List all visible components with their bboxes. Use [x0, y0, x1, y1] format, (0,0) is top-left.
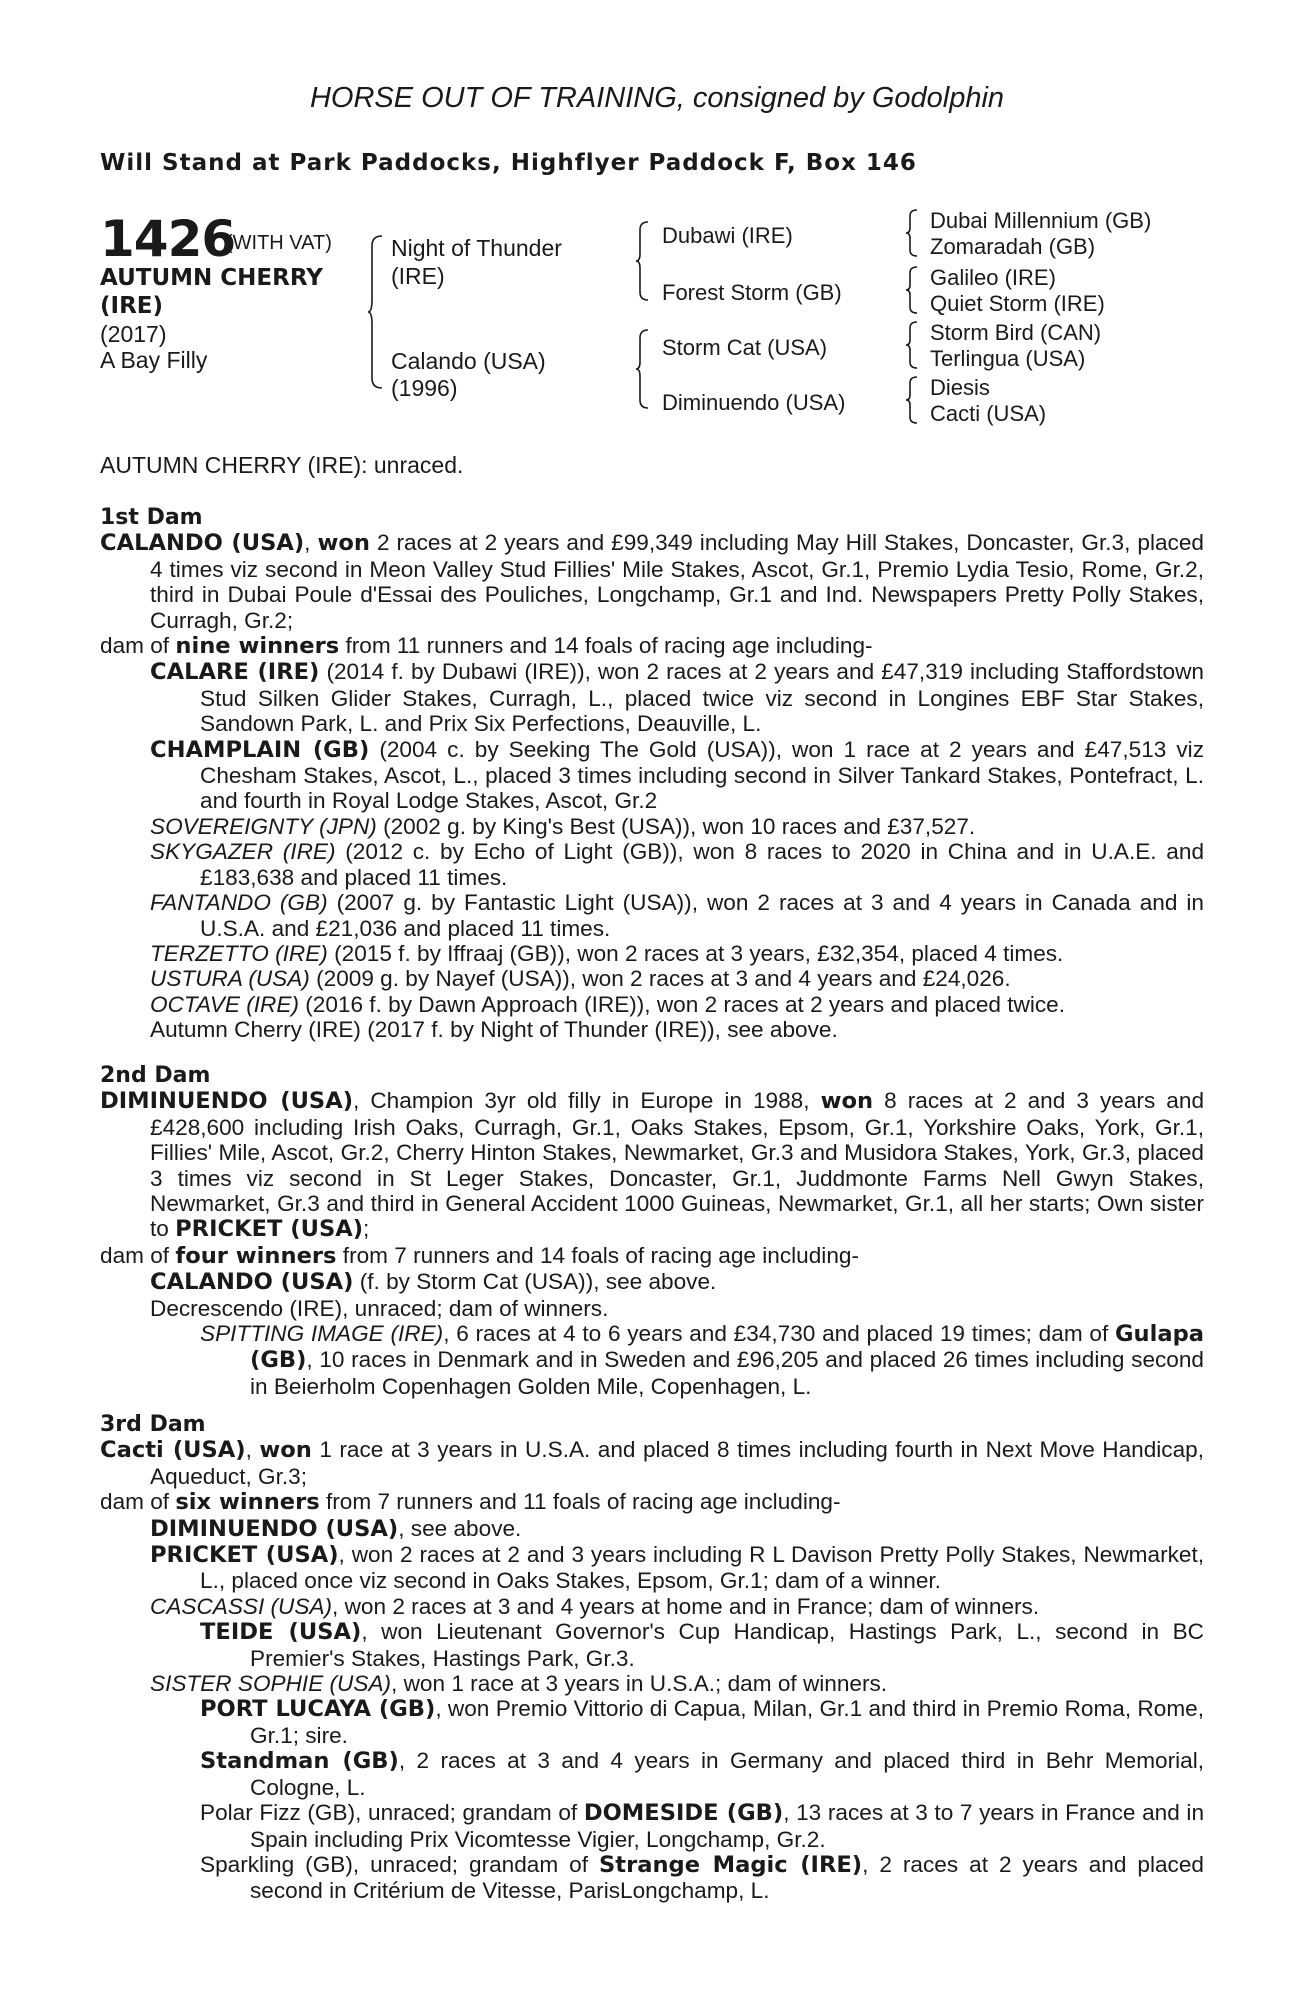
pedigree-ddd: Cacti (USA)	[930, 401, 1047, 426]
produce-summary-a: dam of	[100, 1242, 176, 1268]
produce-entry	[100, 1017, 1204, 1042]
produce-text: Decrescendo (IRE), unraced; dam of winners.	[150, 1295, 609, 1321]
produce-summary	[100, 1489, 1204, 1515]
section-heading: 2nd Dam	[100, 1063, 211, 1088]
produce-text: (2016 f. by Dawn Approach (IRE)), won 2 races at 2 years and placed twice.	[298, 991, 1066, 1017]
produce-text: , won 1 race at 3 years in U.S.A.; dam of winners.	[391, 1671, 888, 1697]
produce-text: Sparkling (GB), unraced; grandam of	[200, 1851, 599, 1877]
produce-text: Polar Fizz (GB), unraced; grandam of	[200, 1800, 584, 1826]
produce-summary-c: from 7 runners and 14 foals of racing age including-	[336, 1242, 859, 1268]
sire-dam: Forest Storm (GB)	[662, 280, 842, 305]
section-heading: 1st Dam	[100, 505, 203, 530]
sire-name: Night of Thunder	[391, 235, 562, 261]
horse-name: AUTUMN CHERRY	[100, 265, 323, 291]
produce-entry	[100, 1516, 1204, 1542]
produce-name: CASCASSI (USA)	[150, 1593, 333, 1619]
produce-entry	[100, 1296, 1204, 1321]
produce-text: , 2 races at 2 years and placed second in Critérium de Vitesse, ParisLongchamp, L.	[250, 1851, 1204, 1904]
produce-name: SPITTING IMAGE (IRE)	[200, 1321, 444, 1347]
produce-text: , see above.	[398, 1515, 522, 1541]
dam-year: (1996)	[391, 375, 458, 401]
grand-produce-entry	[100, 1321, 1204, 1399]
produce-name: Gulapa (GB)	[250, 1321, 1205, 1374]
winners-count: four winners	[175, 1242, 337, 1269]
race-record: AUTUMN CHERRY (IRE): unraced.	[100, 452, 464, 478]
produce-entry	[100, 992, 1204, 1017]
produce-summary	[100, 1243, 1204, 1269]
produce-text: , won 2 races at 3 and 4 years at home and in France; dam of winners.	[332, 1593, 1040, 1619]
produce-name: SKYGAZER (IRE)	[150, 839, 336, 865]
stand-location: Will Stand at Park Paddocks, Highflyer Paddock F, Box 146	[100, 150, 917, 176]
lot-number: 1426	[100, 210, 236, 268]
produce-name: PORT LUCAYA (GB)	[200, 1696, 436, 1723]
pedigree-dss: Storm Bird (CAN)	[930, 320, 1102, 345]
dam-name: DIMINUENDO (USA)	[100, 1088, 354, 1115]
second-dam-section	[100, 1063, 1204, 1399]
produce-text: (2007 g. by Fantastic Light (USA)), won 2 races at 3 and 4 years in Canada and in U.S.A. and £21,036 and placed 11 times.	[200, 890, 1204, 941]
produce-text: (2004 c. by Seeking The Gold (USA)), won 1 race at 2 years and £47,513 viz Chesham Stakes, Ascot, L., placed 3 times including second in Silver Tankard Stakes, Pontefract, L. and fourth in Royal Lodge Stakes, Ascot, Gr.2	[200, 736, 1204, 814]
pedigree-ssd: Zomaradah (GB)	[930, 234, 1096, 259]
won-word: won	[259, 1437, 312, 1464]
pedigree-brace-dam	[636, 328, 652, 410]
produce-text: , 6 races at 4 to 6 years and £34,730 and placed 19 times; dam of	[443, 1321, 1115, 1347]
produce-text: , won Lieutenant Governor's Cup Handicap, Hastings Park, L., second in BC Premier's Stakes, Hastings Park, Gr.3.	[250, 1619, 1204, 1671]
pedigree-dds: Diesis	[930, 375, 990, 400]
grand-produce-entry	[100, 1748, 1204, 1800]
horse-name-suffix: (IRE)	[100, 293, 164, 319]
produce-entry	[100, 1671, 1204, 1696]
produce-name: TEIDE (USA)	[200, 1619, 362, 1646]
pedigree-brace-sire	[636, 220, 652, 302]
produce-name: CALANDO (USA)	[150, 1269, 354, 1296]
horse-description: A Bay Filly	[100, 347, 208, 373]
won-word: won	[820, 1088, 874, 1115]
foaling-year: (2017)	[100, 321, 167, 347]
produce-name: USTURA (USA)	[150, 966, 310, 992]
dam-name: CALANDO (USA)	[100, 530, 305, 557]
produce-entry	[100, 1594, 1204, 1619]
dam-record: Cacti (USA), won 1 race at 3 years in U.S.A. and placed 8 times including fourth in Next Move Handicap, Aqueduct, Gr.3;	[100, 1437, 1204, 1489]
produce-summary-a: dam of	[100, 1489, 176, 1515]
produce-entry	[100, 737, 1204, 814]
produce-text: Autumn Cherry (IRE) (2017 f. by Night of Thunder (IRE)), see above.	[150, 1017, 838, 1043]
dam-dam: Diminuendo (USA)	[662, 390, 846, 415]
produce-name: OCTAVE (IRE)	[150, 991, 299, 1017]
sire-sire: Dubawi (IRE)	[662, 223, 793, 248]
dam-record	[100, 1088, 1204, 1242]
produce-name: TERZETTO (IRE)	[150, 940, 328, 966]
produce-entry	[100, 890, 1204, 941]
dam-record-text: , Champion 3yr old filly in Europe in 1988,	[353, 1088, 821, 1114]
pedigree-brace-gen3-a	[906, 208, 920, 258]
grand-produce-entry	[100, 1852, 1204, 1904]
grand-produce-entry	[100, 1696, 1204, 1748]
produce-name: FANTANDO (GB)	[150, 890, 328, 916]
dam-record-text: 1 race at 3 years in U.S.A. and placed 8 times including fourth in Next Move Handicap, Aqueduct, Gr.3;	[150, 1437, 1204, 1489]
pedigree-sss: Dubai Millennium (GB)	[930, 208, 1152, 233]
won-word: won	[317, 530, 370, 557]
produce-name: SISTER SOPHIE (USA)	[150, 1671, 392, 1697]
grand-produce-entry	[100, 1800, 1204, 1852]
grand-produce-entry	[100, 1619, 1204, 1671]
pedigree-brace-gen3-b	[906, 265, 920, 315]
section-heading: 3rd Dam	[100, 1412, 206, 1437]
produce-summary-c: from 7 runners and 11 foals of racing age including-	[319, 1489, 841, 1515]
sire-suffix: (IRE)	[391, 263, 445, 289]
winners-count: nine winners	[175, 633, 340, 660]
dam-record: CALANDO (USA), won 2 races at 2 years and £99,349 including May Hill Stakes, Doncaster, Gr.3, placed 4 times viz second in Meon Valley Stud Fillies' Mile Stakes, Ascot, Gr.1, Premio Lydia Tesio, Rome, Gr.2, third in Dubai Poule d'Essai des Pouliches, Longchamp, Gr.1 and Ind. Newspapers Pretty Polly Stakes, Curragh, Gr.2;	[100, 530, 1204, 633]
pedigree-brace-gen3-c	[906, 320, 920, 370]
produce-summary-c: from 11 runners and 14 foals of racing age including-	[339, 633, 873, 659]
produce-text: , won Premio Vittorio di Capua, Milan, Gr.1 and third in Premio Roma, Rome, Gr.1; sire.	[250, 1696, 1204, 1748]
produce-text: , won 2 races at 2 and 3 years including R L Davison Pretty Polly Stakes, Newmarket, L., placed once viz second in Oaks Stakes, Epsom, Gr.1; dam of a winner.	[200, 1542, 1205, 1594]
dam-record-text: ;	[363, 1216, 370, 1242]
produce-entry	[100, 1269, 1204, 1295]
produce-name: Strange Magic (IRE)	[599, 1851, 863, 1878]
produce-summary-a: dam of	[100, 633, 176, 659]
page-title: HORSE OUT OF TRAINING, consigned by Godolphin	[309, 82, 1005, 114]
produce-entry	[100, 966, 1204, 991]
produce-entry	[100, 941, 1204, 966]
dam-name: Cacti (USA)	[100, 1437, 246, 1464]
produce-name: SOVEREIGNTY (JPN)	[150, 813, 377, 839]
dam-sire: Storm Cat (USA)	[662, 335, 828, 360]
dam-record-text: 2 races at 2 years and £99,349 including May Hill Stakes, Doncaster, Gr.3, placed 4 times viz second in Meon Valley Stud Fillies' Mile Stakes, Ascot, Gr.1, Premio Lydia Tesio, Rome, Gr.2, third in Dubai Poule d'Essai des Pouliches, Longchamp, Gr.1 and Ind. Newspapers Pretty Polly Stakes, Curragh, Gr.2;	[150, 530, 1204, 633]
produce-name: CHAMPLAIN (GB)	[150, 736, 370, 763]
produce-entry	[100, 659, 1204, 736]
produce-name: CALARE (IRE)	[150, 659, 320, 686]
pedigree-sdd: Quiet Storm (IRE)	[930, 291, 1105, 316]
produce-text: (2012 c. by Echo of Light (GB)), won 8 races to 2020 in China and in U.A.E. and £183,638 and placed 11 times.	[200, 839, 1205, 890]
produce-name: DIMINUENDO (USA)	[150, 1515, 399, 1542]
winners-count: six winners	[175, 1489, 320, 1516]
produce-text: (f. by Storm Cat (USA)), see above.	[353, 1269, 717, 1295]
first-dam-section	[100, 505, 1204, 1043]
produce-text: (2009 g. by Nayef (USA)), won 2 races at 3 and 4 years and £24,026.	[309, 966, 1011, 992]
pedigree-brace-gen3-d	[906, 375, 920, 425]
produce-name: Standman (GB)	[200, 1748, 399, 1775]
produce-text: , 13 races at 3 to 7 years in France and in Spain including Prix Vicomtesse Vigier, Longchamp, Gr.2.	[250, 1800, 1205, 1852]
produce-entry	[100, 814, 1204, 839]
pedigree-sds: Galileo (IRE)	[930, 265, 1056, 290]
produce-name: DOMESIDE (GB)	[583, 1800, 784, 1827]
produce-text: (2002 g. by King's Best (USA)), won 10 races and £37,527.	[376, 813, 976, 839]
produce-text: (2015 f. by Iffraaj (GB)), won 2 races at 3 years, £32,354, placed 4 times.	[327, 940, 1064, 966]
vat-note: (WITH VAT)	[226, 232, 332, 254]
pedigree-dsd: Terlingua (USA)	[930, 346, 1086, 371]
third-dam-section	[100, 1412, 1204, 1904]
dam-record-text: 8 races at 2 and 3 years and £428,600 including Irish Oaks, Curragh, Gr.1, Oaks Stakes, Epsom, Gr.1, Yorkshire Oaks, York, Gr.1, Fillies' Mile, Ascot, Gr.2, Cherry Hinton Stakes, Newmarket, Gr.3 and Musidora Stakes, York, Gr.3, placed 3 times viz second in St Leger Stakes, Doncaster, Gr.1, Juddmonte Farms Nell Gwyn Stakes, Newmarket, Gr.3 and third in General Accident 1000 Guineas, Newmarket, Gr.1, all her starts; Own sister to	[150, 1088, 1205, 1242]
produce-entry	[100, 839, 1204, 890]
produce-summary	[100, 633, 1204, 659]
produce-name: PRICKET (USA)	[150, 1542, 339, 1569]
produce-text: , 2 races at 3 and 4 years in Germany and placed third in Behr Memorial, Cologne, L.	[250, 1748, 1204, 1800]
sibling-name: PRICKET (USA)	[175, 1216, 364, 1243]
dam-name: Calando (USA)	[391, 348, 546, 374]
pedigree-brace-gen1	[368, 232, 386, 392]
produce-text: , 10 races in Denmark and in Sweden and £96,205 and placed 26 times including second in Beierholm Copenhagen Golden Mile, Copenhagen, L.	[250, 1347, 1204, 1399]
produce-entry	[100, 1542, 1204, 1594]
produce-text: (2014 f. by Dubawi (IRE)), won 2 races at 2 years and £47,319 including Staffordstown Stud Silken Glider Stakes, Curragh, L., placed twice viz second in Longines EBF Star Stakes, Sandown Park, L. and Prix Six Perfections, Deauville, L.	[200, 659, 1204, 737]
